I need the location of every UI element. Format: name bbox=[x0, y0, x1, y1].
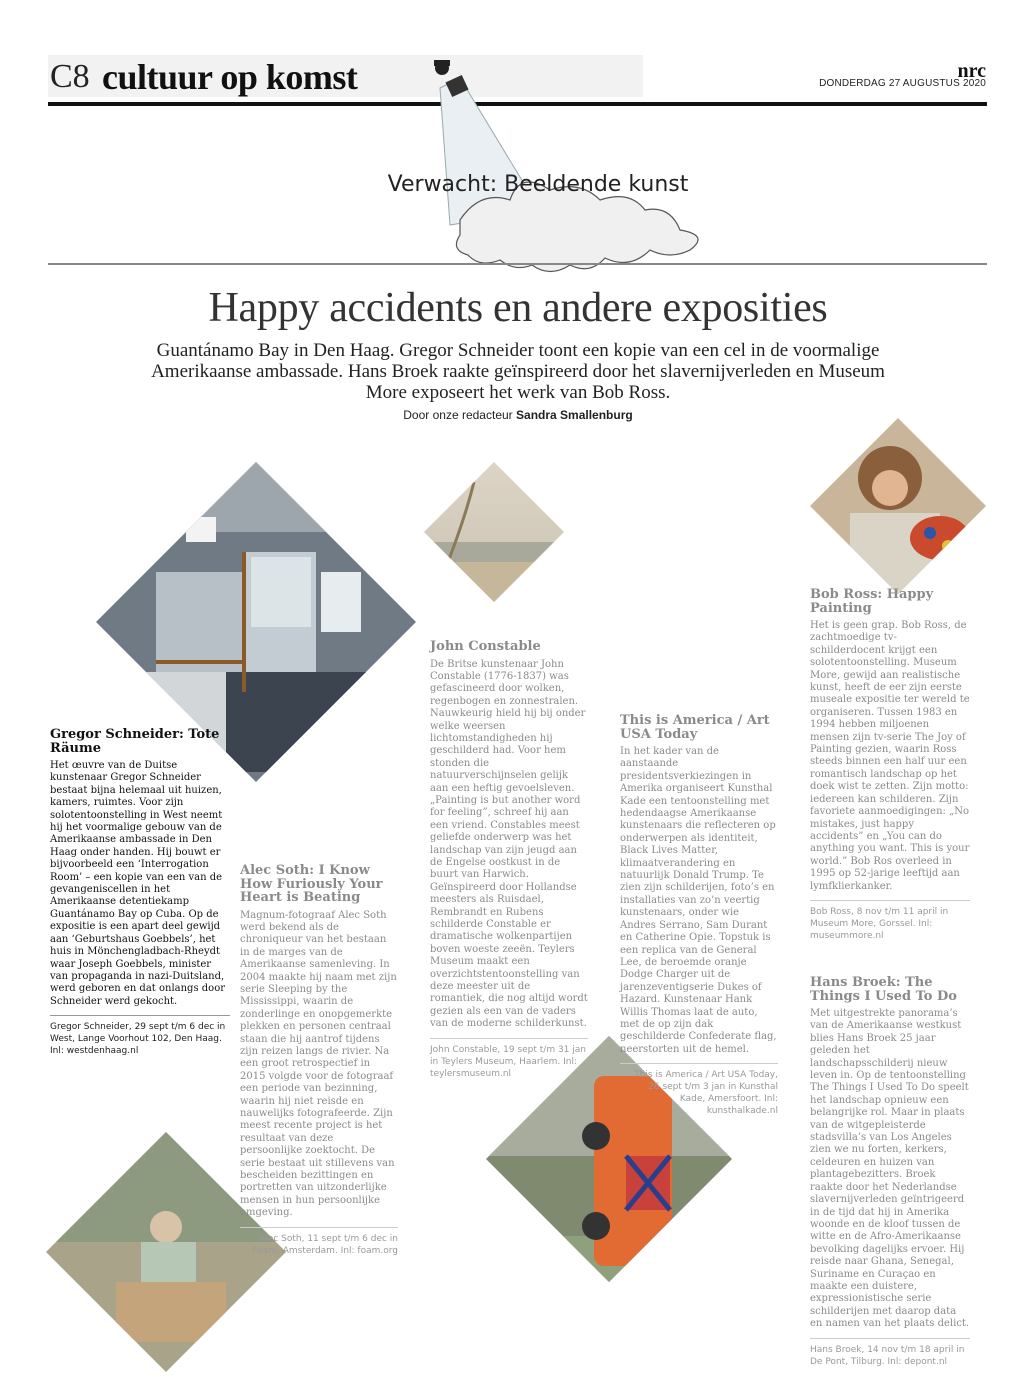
article-title[interactable]: This is America / Art USA Today bbox=[620, 713, 770, 742]
byline-prefix: Door onze redacteur bbox=[403, 408, 513, 422]
section-title: cultuur op komst bbox=[102, 57, 358, 97]
article-soth bbox=[240, 864, 398, 1257]
headline: Happy accidents en andere exposities bbox=[208, 285, 828, 331]
intro-text: Guantánamo Bay in Den Haag. Gregor Schneider toont een kopie van een cel in de voormalige Amerikaanse ambassade. Hans Broek raakte geïnspireerd door het slavernijverleden en Museum More exposeert het werk van Bob Ross. bbox=[151, 340, 885, 403]
article-body: De Britse kunstenaar John Constable (1776-1837) was gefascineerd door wolken, regenbogen en zonnestralen. Nauwkeurig hield hij bij onder welke weersen lichtomstandigheden hij geschilderd had. Voor hem stonden die natuurverschijnselen gelijk aan een heftig gevoelsleven. „Painting is but another word for feeling”, schreef hij aan een vriend. Constables meest geliefde onderwerp was het landschap van zijn jeugd aan de Engelse oostkust in de buurt van Harwich. Geïnspireerd door Hollandse meesters als Ruisdael, Rembrandt en Rubens schilderde Constable er dramatische wolkenpartijen boven woeste zeeën. Teylers Museum maakt een overzichtstentoonstelling van deze meester uit de romantiek, die nog altijd wordt gezien als een van de vaders van de moderne schilderkunst. bbox=[430, 658, 588, 1030]
dateline: DONDERDAG 27 AUGUSTUS 2020 bbox=[819, 78, 986, 89]
article-constable bbox=[430, 640, 588, 1080]
article-title[interactable]: Gregor Schneider: Tote Räume bbox=[50, 727, 220, 756]
byline-author[interactable]: Sandra Smallenburg bbox=[516, 408, 633, 422]
article-ross bbox=[810, 588, 970, 942]
article-credit: John Constable, 19 sept t/m 31 jan in Teylers Museum, Haarlem. Inl: teylersmuseum.nl bbox=[430, 1038, 588, 1080]
article-title[interactable]: Bob Ross: Happy Painting bbox=[810, 587, 934, 616]
bob-ross-portrait-photo[interactable] bbox=[810, 418, 986, 594]
article-title[interactable]: John Constable bbox=[430, 639, 541, 654]
constable-seascape-painting[interactable] bbox=[424, 462, 564, 602]
article-credit: Bob Ross, 8 nov t/m 11 april in Museum More, Gorssel. Inl: museummore.nl bbox=[810, 900, 970, 942]
article-credit: Gregor Schneider, 29 sept t/m 6 dec in West, Lange Voorhout 102, Den Haag. Inl: westdenhaag.nl bbox=[50, 1015, 230, 1057]
article-title[interactable]: Alec Soth: I Know How Furiously Your Heart is Beating bbox=[240, 863, 383, 905]
article-body: Het is geen grap. Bob Ross, de zachtmoedige tv-schilderdocent krijgt een solotentoonstelling. Museum More, gewijd aan realistische kunst, heeft de eer zijn eerste museale expositie ter wereld te organiseren. Tussen 1983 en 1994 hebben miljoenen mensen zijn tv-serie The Joy of Painting gezien, waarin Ross steeds binnen een half uur een romantisch landschap op het doek wist te zetten. Zijn motto: iedereen kan schilderen. Zijn favoriete aanmoedigingen: „No mistakes, just happy accidents” en „You can do anything you want. This is your world.” Bob Ros overleed in 1995 op 52-jarige leeftijd aan lymfklierkanker. bbox=[810, 620, 970, 892]
section-rule bbox=[48, 263, 987, 265]
brand-logo[interactable]: nrc bbox=[957, 60, 986, 82]
article-broek bbox=[810, 976, 970, 1368]
kicker: Verwacht: Beeldende kunst bbox=[387, 172, 689, 197]
article-america bbox=[620, 714, 778, 1117]
article-body: In het kader van de aanstaande presidentsverkiezingen in Amerika organiseert Kunsthal Kade een tentoonstelling met hedendaagse Amerikaanse kunstenaars die reflecteren op onderwerpen als identiteit, Black Lives Matter, klimaatverandering en natuurlijk Donald Trump. Te zien zijn schilderijen, foto’s en installaties van zo’n veertig kunstenaars, onder wie Andres Serrano, Sam Durant en Catherine Opie. Topstuk is een replica van de General Lee, de beroemde oranje Dodge Charger uit de jarenzeventigserie Dukes of Hazard. Kunstenaar Hank Willis Thomas laat de auto, met de op zijn dak geschilderde Confederate flag, neerstorten uit de hemel. bbox=[620, 746, 777, 1055]
spotlight-illustration bbox=[420, 60, 740, 280]
article-body: Het œuvre van de Duitse kunstenaar Gregor Schneider bestaat bijna helemaal uit huizen, kamers, ruimtes. Voor zijn solotentoonstelling in West neemt hij het voormalige gebouw van de Amerikaanse ambassade in Den Haag onder handen. Hij bouwt er bijvoorbeeld een ‘Interrogation Room’ – een kopie van een van de gevangeniscellen in het Amerikaanse detentiekamp Guantánamo Bay op Cuba. Op de expositie is een apart deel gewijd aan ‘Geburtshaus Goebbels’, het huis in Mönchengladbach-Rheydt waar Joseph Goebbels, minister van propaganda in nazi-Duitsland, werd geboren en dat onlangs door Schneider werd gekocht. bbox=[50, 760, 225, 1007]
article-credit: This is America / Art USA Today, 26 sept t/m 3 jan in Kunsthal Kade, Amersfoort. Inl: kunsthalkade.nl bbox=[620, 1063, 778, 1117]
article-credit: Alec Soth, 11 sept t/m 6 dec in Foam, Amsterdam. Inl: foam.org bbox=[240, 1227, 398, 1257]
article-title[interactable]: Hans Broek: The Things I Used To Do bbox=[810, 975, 957, 1004]
article-body: Met uitgestrekte panorama’s van de Amerikaanse westkust blies Hans Broek 25 jaar geleden het landschapsschilderij nieuw leven in. Op de tentoonstelling The Things I Used To Do speelt het landschap opnieuw een belangrijke rol. Maar in plaats van de witgepleisterde stadsvilla’s van Los Angeles zien we nu forten, kerkers, celdeuren en huizen van plantagebezitters. Broek raakte door het Nederlandse slavernijverleden geïntrigeerd in de tijd dat hij in Amerika woonde en de kloof tussen de witte en de Afro-Amerikaanse bevolking dagelijks ervoer. Hij reisde naar Ghana, Senegal, Suriname en Curaçao en maakte een duistere, expressionistische serie schilderijen met daarop data en namen van het plaats delict. bbox=[810, 1008, 970, 1330]
article-schneider bbox=[50, 728, 230, 1057]
section-number: C8 bbox=[50, 58, 90, 95]
article-body: Magnum-fotograaf Alec Soth werd bekend als de chroniqueur van het bestaan in de marges van de Amerikaanse samenleving. In 2004 maakte hij naam met zijn serie Sleeping by the Mississippi, waarin de zonderlinge en onopgemerkte plekken en personen centraal staan die hij aantrof tijdens zijn reizen langs de rivier. Na een groot retrospectief in 2015 volgde voor de fotograaf een periode van bezinning, waarin hij niet reisde en nauwelijks fotografeerde. Zijn meest recente project is het resultaat van deze persoonlijke zoektocht. De serie bestaat uit stillevens van bescheiden bezittingen en portretten van uitzonderlijke mensen in hun persoonlijke omgeving. bbox=[240, 909, 397, 1219]
article-credit: Hans Broek, 14 nov t/m 18 april in De Pont, Tilburg. Inl: depont.nl bbox=[810, 1338, 970, 1368]
